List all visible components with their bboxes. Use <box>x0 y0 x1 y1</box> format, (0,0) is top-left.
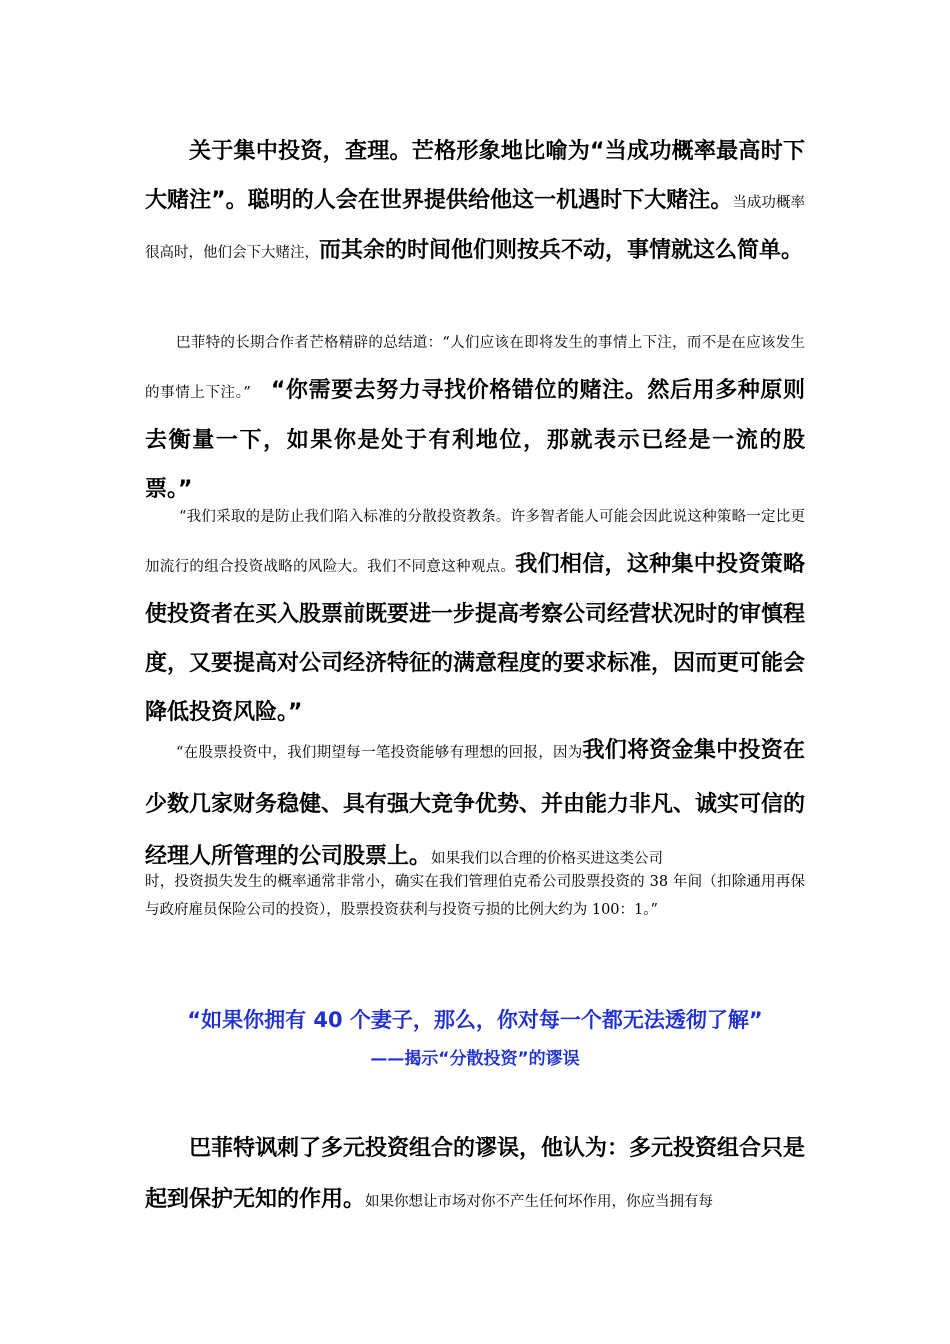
bold-text: 而其余的时间他们则按兵不动，事情就这么简单。 <box>319 238 804 263</box>
normal-text: 巴菲特的长期合作者芒格精辟的总结道：“人们应该在即将发生的事情上下注，而不是在应该发生的事情上下注。” <box>145 335 805 401</box>
bold-text: 关于集中投资，查理。芒格形象地比喻为“当成功概率最高时下大赌注”。聪明的人会在世界提供给他这一机遇时下大赌注。 <box>145 139 805 213</box>
bold-text: 我们相信，这种集中投资策略使投资者在买入股票前既要进一步提高考察公司经营状况时的审慎程度，又要提高对公司经济特征的满意程度的要求标准，因而更可能会降低投资风险。” <box>145 552 806 725</box>
section-subtitle: ——揭示“分散投资”的谬误 <box>370 1049 580 1069</box>
paragraph-diversification-dogma <box>145 492 805 738</box>
normal-text: 如果你想让市场对你不产生任何坏作用，你应当拥有每 <box>365 1194 714 1210</box>
section-title: “如果你拥有 40 个妻子，那么，你对每一个都无法透彻了解” <box>187 1008 763 1032</box>
normal-text: “我们采取的是防止我们陷入标准的分散投资教条。许多智者能人可能会因此说这种策略一定比更加流行的组合投资战略的风险大。我们不同意这种观点。 <box>145 509 805 575</box>
bold-text: 巴菲特讽刺了多元投资组合的谬误，他认为：多元投资组合只是起到保护无知的作用。 <box>145 1136 806 1212</box>
paragraph-munger-quote <box>145 318 805 515</box>
bold-text: “你需要去努力寻找价格错位的赌注。然后用多种原则去衡量一下，如果你是处于有利地位，那就表示已经是一流的股票。” <box>145 378 805 502</box>
normal-text: 如果我们以合理的价格买进这类公司 <box>431 851 664 867</box>
paragraph-diversification-fallacy <box>145 1124 805 1227</box>
paragraph-continuation: 时，投资损失发生的概率通常非常小，确实在我们管理伯克希公司股票投资的 38 年间（扣除通用再保与政府雇员保险公司的投资），股票投资获利与投资亏损的比例大约为 100：1。” <box>145 874 805 918</box>
paragraph-expected-returns <box>145 725 805 885</box>
paragraph-concentrated-investing <box>145 128 805 277</box>
normal-text: “在股票投资中，我们期望每一笔投资能够有理想的回报，因为 <box>176 745 583 761</box>
bold-text: 我们将资金集中投资在少数几家财务稳健、具有强大竞争优势、并由能力非凡、诚实可信的经理人所管理的公司股票上。 <box>145 738 806 869</box>
normal-text: 当成功概率很高时，他们会下大赌注， <box>145 195 805 261</box>
